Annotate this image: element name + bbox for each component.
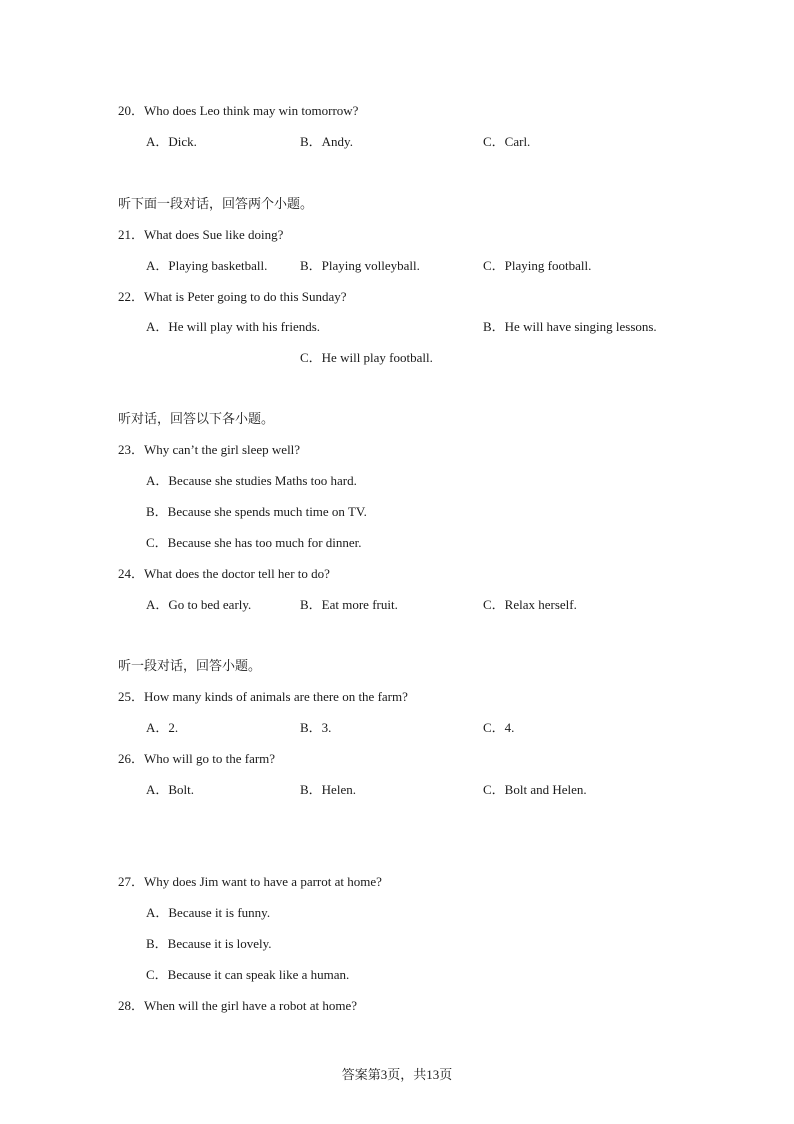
question-24-stem: 24．What does the doctor tell her to do? — [118, 566, 330, 581]
question-27-option-b: B．Because it is lovely. — [146, 936, 272, 951]
question-28-stem: 28．When will the girl have a robot at home? — [118, 998, 357, 1013]
question-26-option-a: A．Bolt. — [146, 782, 195, 797]
section-instruction-3: 听一段对话，回答小题。 — [118, 658, 262, 673]
question-21-option-b: B．Playing volleyball. — [300, 258, 420, 273]
question-27-stem: 27．Why does Jim want to have a parrot at home? — [118, 874, 382, 889]
question-27-option-a: A．Because it is funny. — [146, 905, 271, 920]
question-26-option-c: C．Bolt and Helen. — [483, 782, 587, 797]
question-26-option-b: B．Helen. — [300, 782, 356, 797]
question-25-stem: 25．How many kinds of animals are there on the farm? — [118, 689, 408, 704]
question-20-option-b: B．Andy. — [300, 134, 353, 149]
question-21-option-a: A．Playing basketball. — [146, 258, 268, 273]
question-27-option-c: C．Because it can speak like a human. — [146, 967, 350, 982]
question-25-option-a: A．2. — [146, 720, 179, 735]
question-20-stem: 20．Who does Leo think may win tomorrow? — [118, 103, 359, 118]
question-25-option-b: B．3. — [300, 720, 332, 735]
question-20-option-c: C．Carl. — [483, 134, 531, 149]
question-21-stem: 21．What does Sue like doing? — [118, 227, 284, 242]
question-22-option-b: B．He will have singing lessons. — [483, 319, 657, 334]
question-22-stem: 22．What is Peter going to do this Sunday? — [118, 289, 347, 304]
question-20-option-a: A．Dick. — [146, 134, 197, 149]
question-23-option-b: B．Because she spends much time on TV. — [146, 504, 367, 519]
question-23-option-c: C．Because she has too much for dinner. — [146, 535, 362, 550]
question-24-option-c: C．Relax herself. — [483, 597, 577, 612]
section-instruction-2: 听对话，回答以下各小题。 — [118, 411, 275, 426]
question-22-option-a: A．He will play with his friends. — [146, 319, 321, 334]
question-24-option-b: B．Eat more fruit. — [300, 597, 398, 612]
question-22-option-c: C．He will play football. — [300, 350, 433, 365]
question-23-option-a: A．Because she studies Maths too hard. — [146, 473, 357, 488]
section-instruction-1: 听下面一段对话，回答两个小题。 — [118, 196, 314, 211]
question-26-stem: 26．Who will go to the farm? — [118, 751, 276, 766]
question-21-option-c: C．Playing football. — [483, 258, 592, 273]
question-25-option-c: C．4. — [483, 720, 515, 735]
question-24-option-a: A．Go to bed early. — [146, 597, 252, 612]
question-23-stem: 23．Why can’t the girl sleep well? — [118, 442, 301, 457]
page-footer: 答案第3页，共13页 — [341, 1067, 453, 1082]
